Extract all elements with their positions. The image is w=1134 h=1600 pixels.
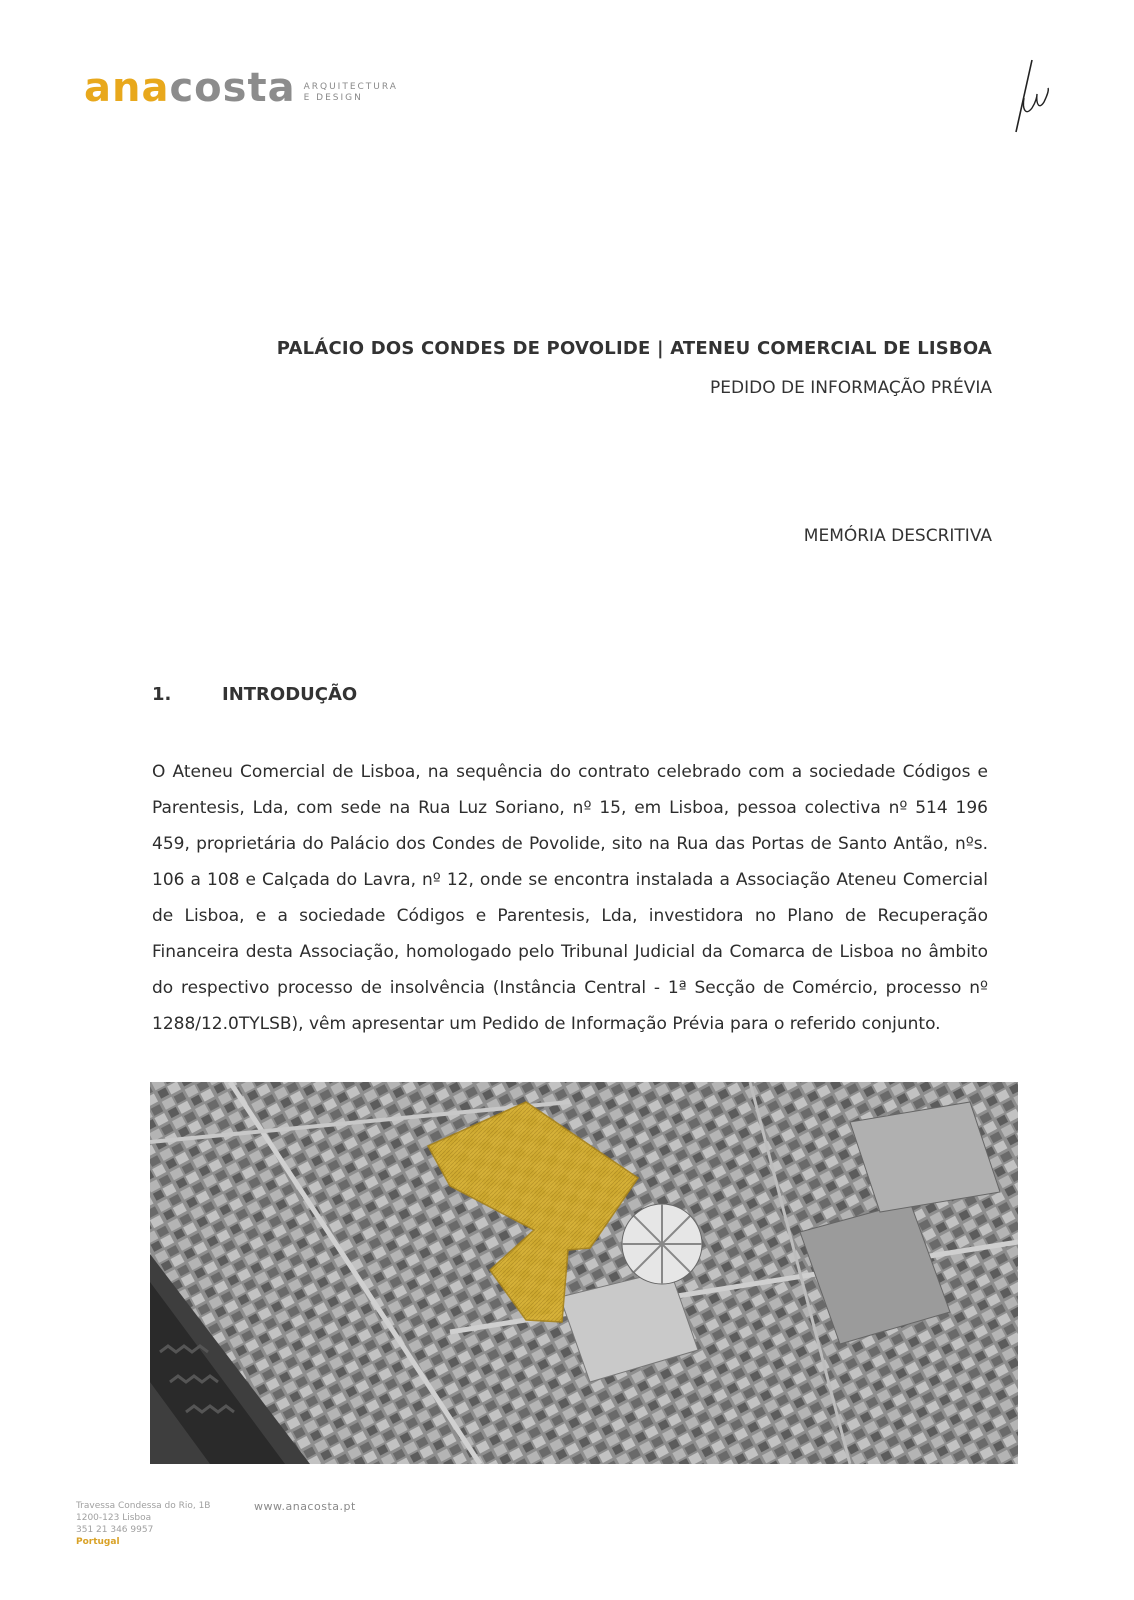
address-line1: Travessa Condessa do Rio, 1B: [76, 1501, 211, 1511]
logo-tagline: [304, 82, 398, 104]
logo-tag-line2: E DESIGN: [303, 93, 363, 103]
address-line3: 351 21 346 9957: [76, 1525, 154, 1535]
section-title: INTRODUÇÃO: [222, 684, 358, 705]
intro-paragraph: O Ateneu Comercial de Lisboa, na sequência do contrato celebrado com a sociedade Códigos e Parentesis, Lda, com sede na Rua Luz Soriano, nº 15, em Lisboa, pessoa colectiva nº 514 196 459, proprietária do Palácio dos Condes de Povolide, sito na Rua das Portas de Santo Antão, nºs. 106 a 108 e Calçada do Lavra, nº 12, onde se encontra instalada a Associação Ateneu Comercial de Lisboa, e a sociedade Códigos e Parentesis, Lda, investidora no Plano de Recuperação Financeira desta Associação, homologado pelo Tribunal Judicial da Comarca de Lisboa no âmbito do respectivo processo de insolvência (Instância Central - 1ª Secção de Comércio, processo nº 1288/12.0TYLSB), vêm apresentar um Pedido de Informação Prévia para o referido conjunto.: [152, 762, 988, 1034]
document-type: MEMÓRIA DESCRITIVA: [803, 526, 992, 546]
logo-wordmark: [84, 65, 296, 111]
footer-address: [76, 1500, 210, 1548]
document-subtitle: PEDIDO DE INFORMAÇÃO PRÉVIA: [710, 378, 992, 398]
company-logo: [84, 65, 398, 111]
document-title: PALÁCIO DOS CONDES DE POVOLIDE | ATENEU COMERCIAL DE LISBOA: [276, 338, 992, 359]
address-country: Portugal: [76, 1537, 120, 1547]
logo-ana: ana: [84, 65, 170, 111]
aerial-photo: [150, 1082, 1018, 1464]
section-number: 1.: [152, 684, 172, 705]
section-heading: [152, 684, 357, 705]
signature-initials: [1010, 58, 1066, 134]
website-link[interactable]: www.anacosta.pt: [254, 1500, 356, 1513]
address-line2: 1200-123 Lisboa: [76, 1513, 152, 1523]
logo-tag-line1: ARQUITECTURA: [303, 82, 398, 92]
logo-costa: costa: [169, 65, 296, 111]
